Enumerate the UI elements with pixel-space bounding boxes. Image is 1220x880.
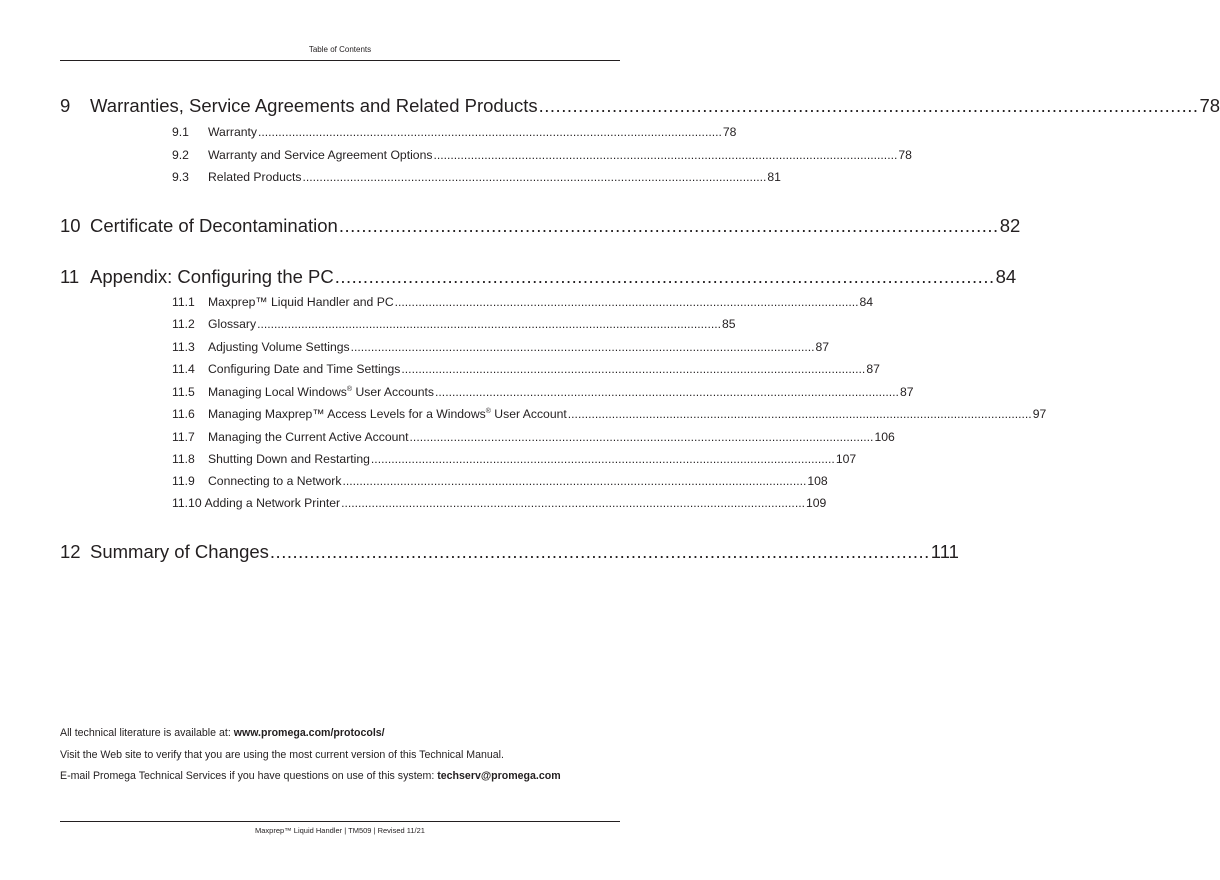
toc-entry-11-1[interactable] xyxy=(172,295,874,311)
toc-title: Managing Local Windows® User Accounts xyxy=(208,385,435,399)
toc-entry-11-6[interactable] xyxy=(172,407,1047,423)
toc-number: 11.5 xyxy=(172,385,195,399)
toc-leader: ......................................................................................................................................... xyxy=(435,385,899,399)
toc-title: Managing the Current Active Account xyxy=(208,430,409,444)
website-note: Visit the Web site to verify that you are using the most current version of this Technical Manual. xyxy=(60,749,504,761)
header-rule xyxy=(60,60,620,61)
toc-page: 87 xyxy=(815,340,830,354)
toc-number: 11.8 xyxy=(172,452,195,466)
toc-title: Shutting Down and Restarting xyxy=(208,452,370,466)
toc-entry-11-8[interactable] xyxy=(172,452,857,468)
toc-title: Managing Maxprep™ Access Levels for a Windows® User Account xyxy=(208,407,567,421)
toc-page: 87 xyxy=(866,362,880,376)
toc-number: 11.1 xyxy=(172,295,195,309)
toc-title: Warranties, Service Agreements and Related Products xyxy=(90,95,538,116)
toc-leader: ..................................................................................................................... xyxy=(269,541,930,562)
toc-entry-11-7[interactable] xyxy=(172,430,895,446)
literature-note: All technical literature is available at: www.promega.com/protocols/ xyxy=(60,727,385,739)
techserv-email-link[interactable]: techserv@promega.com xyxy=(437,770,561,782)
toc-leader: ..................................................................................................................... xyxy=(334,266,995,287)
toc-leader: ......................................................................................................................................... xyxy=(341,496,805,510)
toc-title: Glossary xyxy=(208,317,257,331)
toc-title: Summary of Changes xyxy=(90,541,269,562)
toc-title: Certificate of Decontamination xyxy=(90,215,338,236)
toc-number: 11.9 xyxy=(172,474,195,488)
toc-leader: ......................................................................................................................................... xyxy=(567,407,1032,421)
toc-page: 84 xyxy=(995,266,1017,287)
toc-entry-11-9[interactable] xyxy=(172,474,828,490)
toc-number: 10 xyxy=(60,215,81,236)
toc-page: 111 xyxy=(930,541,959,562)
page-header-title: Table of Contents xyxy=(308,45,372,54)
toc-title: Appendix: Configuring the PC xyxy=(90,266,334,287)
toc-leader: ......................................................................................................................................... xyxy=(370,452,835,466)
toc-page: 78 xyxy=(898,148,912,162)
toc-title: Warranty and Service Agreement Options xyxy=(208,148,433,162)
toc-leader: ......................................................................................................................................... xyxy=(257,317,721,331)
toc-leader: ..................................................................................................................... xyxy=(538,95,1199,116)
toc-page: 85 xyxy=(722,317,736,331)
toc-leader: ......................................................................................................................................... xyxy=(257,125,722,139)
toc-chapter-10[interactable] xyxy=(60,215,1021,239)
protocols-link[interactable]: www.promega.com/protocols/ xyxy=(233,727,385,739)
toc-entry-11-5[interactable] xyxy=(172,385,914,401)
toc-page: 107 xyxy=(835,452,857,466)
toc-title: Warranty xyxy=(208,125,257,139)
toc-chapter-12[interactable] xyxy=(60,541,959,565)
toc-entry-9-2[interactable] xyxy=(172,148,912,164)
toc-leader: ..................................................................................................................... xyxy=(338,215,999,236)
toc-chapter-9[interactable] xyxy=(60,95,1220,119)
toc-number: 11 xyxy=(60,266,80,287)
toc-entry-11-10[interactable] xyxy=(172,496,827,512)
toc-title: Configuring Date and Time Settings xyxy=(208,362,401,376)
toc-number: 12 xyxy=(60,541,81,562)
toc-entry-11-2[interactable] xyxy=(172,317,736,333)
toc-leader: ......................................................................................................................................... xyxy=(433,148,898,162)
toc-number: 9.2 xyxy=(172,148,189,162)
toc-number: 11.4 xyxy=(172,362,195,376)
toc-page: 78 xyxy=(1199,95,1220,116)
toc-number: 11.6 xyxy=(172,407,195,421)
toc-page: 87 xyxy=(899,385,914,399)
toc-page: 81 xyxy=(767,170,781,184)
toc-title: Connecting to a Network xyxy=(208,474,342,488)
toc-page: 106 xyxy=(874,430,895,444)
toc-leader: ......................................................................................................................................... xyxy=(302,170,767,184)
toc-page: 82 xyxy=(999,215,1021,236)
toc-page: 109 xyxy=(805,496,827,510)
toc-leader: ......................................................................................................................................... xyxy=(350,340,815,354)
toc-page: 108 xyxy=(807,474,828,488)
toc-page: 78 xyxy=(722,125,737,139)
toc-entry-11-3[interactable] xyxy=(172,340,830,356)
toc-leader: ......................................................................................................................................... xyxy=(394,295,859,309)
toc-title: Related Products xyxy=(208,170,302,184)
footer-rule xyxy=(60,821,620,822)
toc-number: 11.7 xyxy=(172,430,195,444)
page-footer: Maxprep™ Liquid Handler | TM509 | Revised 11/21 xyxy=(255,826,425,835)
toc-number: 9.1 xyxy=(172,125,189,139)
email-note: E-mail Promega Technical Services if you have questions on use of this system: techserv@promega.com xyxy=(60,770,561,782)
toc-page: 84 xyxy=(859,295,874,309)
toc-title: Maxprep™ Liquid Handler and PC xyxy=(208,295,394,309)
toc-entry-9-1[interactable] xyxy=(172,125,737,141)
toc-number: 11.3 xyxy=(172,340,195,354)
toc-number: 11.10 xyxy=(172,496,202,510)
toc-leader: ......................................................................................................................................... xyxy=(409,430,874,444)
toc-entry-9-3[interactable] xyxy=(172,170,781,186)
toc-page: 97 xyxy=(1032,407,1047,421)
toc-entry-11-4[interactable] xyxy=(172,362,880,378)
toc-leader: ......................................................................................................................................... xyxy=(342,474,807,488)
toc-chapter-11[interactable] xyxy=(60,266,1017,290)
toc-number: 9 xyxy=(60,95,71,116)
toc-title: Adjusting Volume Settings xyxy=(208,340,350,354)
toc-number: 9.3 xyxy=(172,170,189,184)
toc-title: Adding a Network Printer xyxy=(204,496,341,510)
toc-leader: ......................................................................................................................................... xyxy=(401,362,866,376)
toc-number: 11.2 xyxy=(172,317,195,331)
